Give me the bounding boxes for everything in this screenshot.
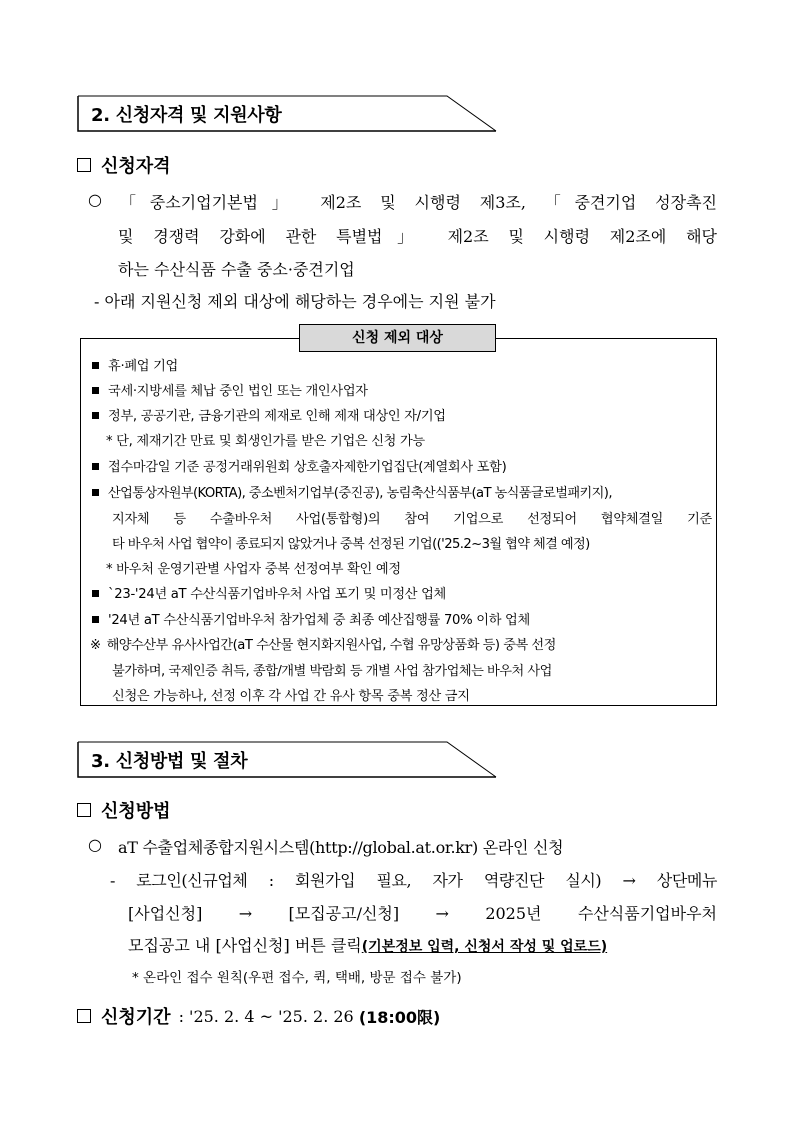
reference-mark-icon: ※ [90,638,101,653]
exclusion-item: `23-'24년 aT 수산식품기업바우처 사업 포기 및 미정산 업체 [92,583,446,602]
eligibility-line-2: 및 경쟁력 강화에 관한 특별법」 제2조 및 시행령 제2조에 해당 [118,227,717,246]
checkbox-square-icon [77,158,91,172]
exclusion-item: 접수마감일 기준 공정거래위원회 상호출자제한기업집단(계열회사 포함) [92,456,506,475]
method-note: * 온라인 접수 원칙(우편 접수, 퀵, 택배, 방문 접수 불가) [132,970,462,986]
section-2-title: 2. 신청자격 및 지원사항 [91,105,282,126]
exclusion-title: 신청 제외 대상 [299,324,496,352]
checkbox-square-icon [77,1009,91,1023]
exclusion-item-continued: 지자체 등 수출바우처 사업(통합형)의 참여 기업으로 선정되어 협약체결일 기준 [112,512,712,527]
method-step-line-3: 모집공고 내 [사업신청] 버튼 클릭(기본정보 입력, 신청서 작성 및 업로드) [128,936,608,955]
method-step-line-2: [사업신청] → [모집공고/신청] → 2025년 수산식품기업바우처 [128,904,717,923]
square-bullet-icon [92,463,99,470]
section-2-heading [77,95,497,133]
eligibility-title: 신청자격 [101,156,171,177]
eligibility-line-3: 하는 수산식품 수출 중소·중견기업 [118,260,355,279]
period-title: 신청기간 [101,1007,171,1028]
exclusion-item: 산업통상자원부(KORTA), 중소벤처기업부(중진공), 농림축산식품부(aT 농식품글로벌패키지), [92,482,612,501]
exclusion-reference-continued: 불가하며, 국제인증 취득, 종합/개별 박람회 등 개별 사업 참가업체는 바우처 사업 [112,664,552,679]
method-bullet: ○ [88,835,102,854]
square-bullet-icon [92,412,99,419]
exclusion-item: 국세·지방세를 체납 중인 법인 또는 개인사업자 [92,380,368,399]
square-bullet-icon [92,616,99,623]
eligibility-line-1: 「중소기업기본법」 제2조 및 시행령 제3조, 「중견기업 성장촉진 [120,193,717,212]
eligibility-heading [77,152,171,178]
exclusion-reference-continued: 신청은 가능하나, 선정 이후 각 사업 간 유사 항목 중복 정산 금지 [112,689,470,704]
square-bullet-icon [92,489,99,496]
section-3-title: 3. 신청방법 및 절차 [91,751,248,772]
method-step-line-1: - 로그인(신규업체 : 회원가입 필요, 자가 역량진단 실시) → 상단메뉴 [110,871,717,890]
method-main: aT 수출업체종합지원시스템(http://global.at.or.kr) 온라인 신청 [118,838,564,857]
period-time: (18:00限) [358,1007,441,1027]
method-heading [77,797,171,823]
exclusion-note: * 바우처 운영기관별 사업자 중복 선정여부 확인 예정 [106,562,401,577]
exclusion-item: 휴·폐업 기업 [92,355,178,374]
method-emphasis: (기본정보 입력, 신청서 작성 및 업로드) [361,939,608,955]
exclusion-item: 정부, 공공기관, 금융기관의 제재로 인해 제재 대상인 자/기업 [92,405,446,424]
period-heading [77,1003,440,1029]
square-bullet-icon [92,387,99,394]
eligibility-sub-note: - 아래 지원신청 제외 대상에 해당하는 경우에는 지원 불가 [94,292,496,311]
exclusion-note: * 단, 제재기간 만료 및 회생인가를 받은 기업은 신청 가능 [106,434,425,449]
exclusion-item: '24년 aT 수산식품기업바우처 참가업체 중 최종 예산집행률 70% 이하 업체 [92,609,530,628]
period-value: : '25. 2. 4 ~ '25. 2. 26 [178,1006,359,1026]
exclusion-reference: ※ 해양수산부 유사사업간(aT 수산물 현지화지원사업, 수협 유망상품화 등) 중복 선정 [90,638,556,653]
section-3-heading [77,741,497,779]
square-bullet-icon [92,362,99,369]
method-title: 신청방법 [101,801,171,822]
checkbox-square-icon [77,803,91,817]
eligibility-bullet: ○ [88,190,102,209]
exclusion-item-continued: 타 바우처 사업 협약이 종료되지 않았거나 중복 선정된 기업(('25.2~3월 협약 체결 예정) [112,537,590,552]
square-bullet-icon [92,590,99,597]
